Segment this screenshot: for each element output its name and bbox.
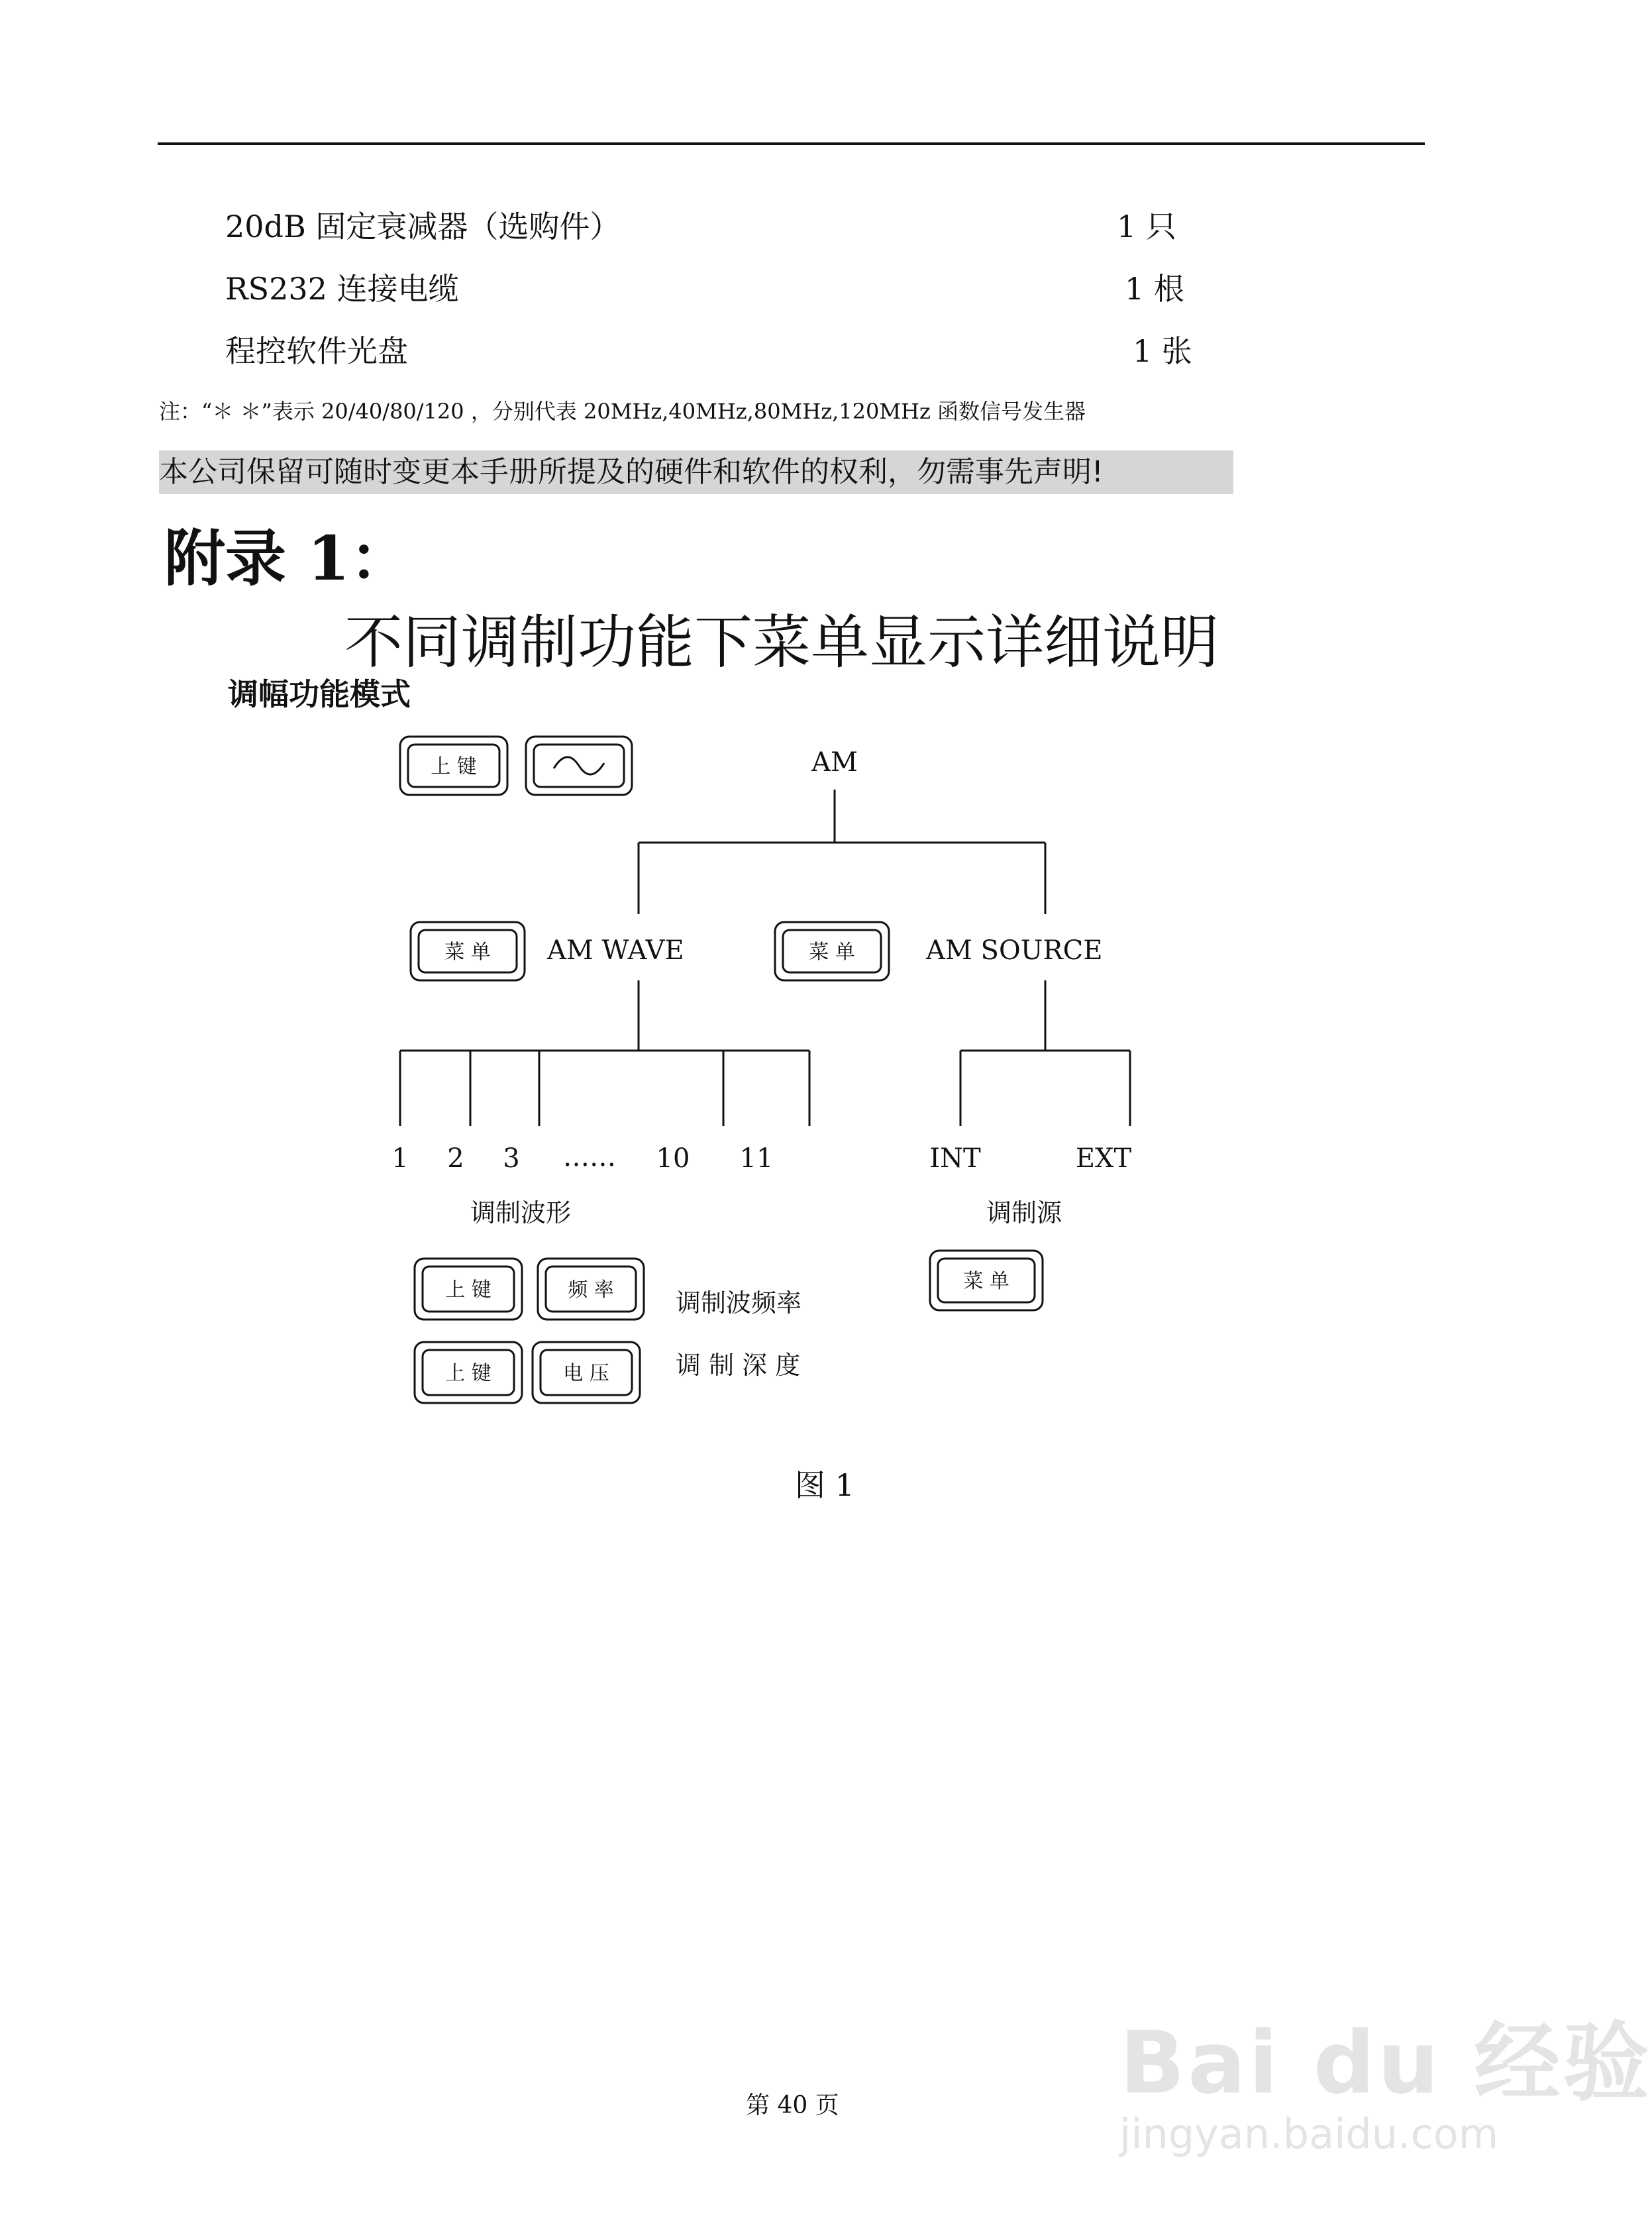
modulation-depth-label: 调 制 深 度 <box>676 1351 801 1380</box>
voltage-key-label: 电 压 <box>563 1362 609 1385</box>
wave-leaf: 3 <box>503 1143 520 1174</box>
accessory-name: RS232 连接电缆 <box>225 271 459 307</box>
shift-key-label: 上 键 <box>445 1278 491 1302</box>
source-leaf-int: INT <box>929 1143 981 1174</box>
wave-leaf-ellipsis: …… <box>563 1142 616 1172</box>
wave-caption: 调制波形 <box>470 1198 572 1227</box>
shift-key-label: 上 键 <box>431 755 477 778</box>
accessory-name: 20dB 固定衰减器（选购件） <box>225 209 621 244</box>
page-number: 第 40 页 <box>746 2092 839 2119</box>
note-text: 注：“＊ ＊”表示 20/40/80/120 ，分别代表 20MHz,40MHz,80MHz,120MHz 函数信号发生器 <box>159 399 1086 424</box>
figure-caption: 图 1 <box>795 1467 854 1503</box>
accessory-qty: 1 只 <box>1117 209 1176 244</box>
watermark-logo: Bai du 经验 <box>1119 2012 1652 2113</box>
appendix-title: 附录 1： <box>164 523 411 594</box>
accessory-qty: 1 根 <box>1125 271 1184 307</box>
watermark-url: jingyan.baidu.com <box>1119 2110 1499 2158</box>
accessory-name: 程控软件光盘 <box>225 333 408 369</box>
menu-key-label: 菜 单 <box>963 1270 1009 1293</box>
menu-key-label: 菜 单 <box>809 941 855 964</box>
frequency-key-label: 频 率 <box>568 1278 614 1302</box>
shift-key-label: 上 键 <box>445 1362 491 1385</box>
sine-wave-icon <box>554 757 604 774</box>
am-wave-label: AM WAVE <box>547 935 684 966</box>
wave-leaf: 11 <box>739 1143 774 1174</box>
wave-leaf: 1 <box>391 1143 409 1174</box>
source-leaf-ext: EXT <box>1075 1143 1132 1174</box>
am-source-label: AM SOURCE <box>926 935 1103 966</box>
modulation-frequency-label: 调制波频率 <box>676 1288 802 1318</box>
menu-key-label: 菜 单 <box>444 941 491 964</box>
wave-leaf: 2 <box>447 1143 464 1174</box>
am-root-label: AM <box>811 747 858 778</box>
accessory-qty: 1 张 <box>1133 333 1192 369</box>
wave-leaf: 10 <box>656 1143 690 1174</box>
page-title: 不同调制功能下菜单显示详细说明 <box>344 608 1219 676</box>
notice-banner: 本公司保留可随时变更本手册所提及的硬件和软件的权利，勿需事先声明! <box>159 450 1233 494</box>
source-caption: 调制源 <box>986 1198 1062 1227</box>
section-subtitle: 调幅功能模式 <box>228 676 411 712</box>
